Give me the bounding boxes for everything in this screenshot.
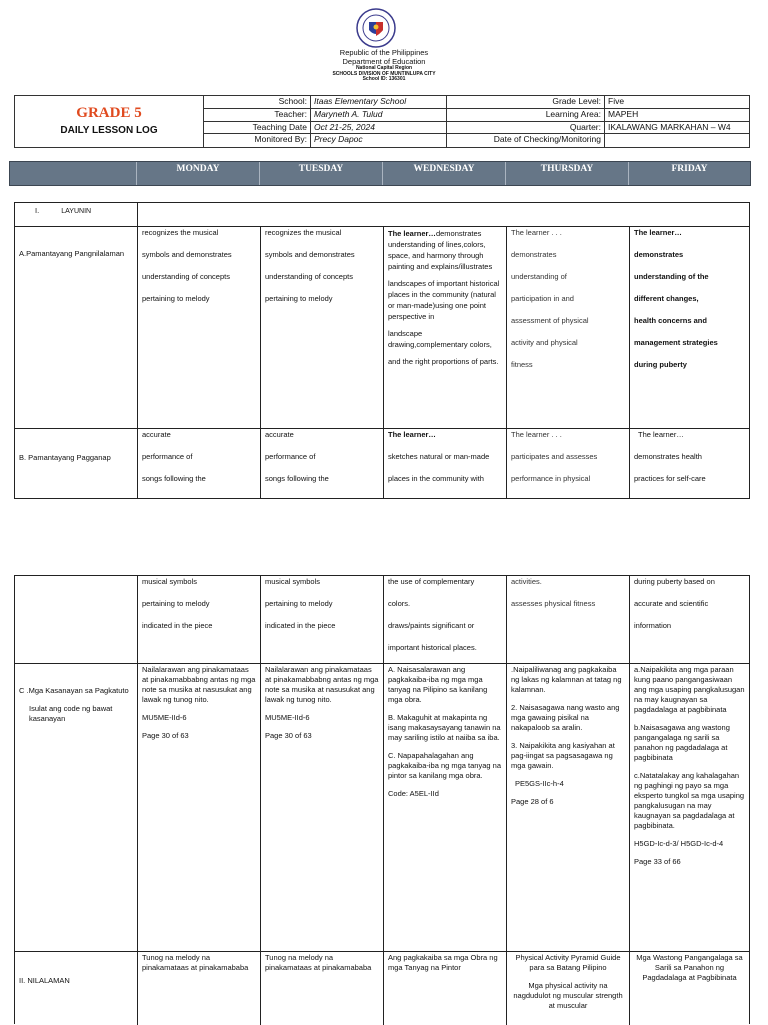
region-text: National Capital Region [355,65,413,71]
text-line: information [634,621,672,630]
text-line: pertaining to melody [142,599,210,608]
text-line: songs following the [265,474,329,483]
text-line: pertaining to melody [265,294,333,303]
text-line: The learner… [638,430,684,439]
text-line: demonstrates understanding of lines,colors, space, and harmony through painting and explains/illustrates [388,229,493,271]
text-line: activity and physical [511,338,578,347]
text-line: .Naipaliliwanag ang pagkakaiba ng lakas ng kalamnan at tatag ng kalamnan. [511,665,622,694]
info-row-date [203,122,749,135]
kasanayan-monday [137,664,260,951]
text-line: The learner . . . [511,430,562,439]
checking-value [605,134,749,147]
kasanayan-wednesday [383,664,506,951]
code-text: MU5ME-IId-6 [142,713,187,722]
teacher-label: Teacher: [203,109,311,121]
teacher-value: Maryneth A. Tulud [311,109,447,121]
pangnilalaman-wednesday [383,227,506,428]
day-header-blank [10,162,136,185]
text-line: practices for self-care [634,474,706,483]
continuation-tuesday [260,576,383,663]
text-line: recognizes the musical [265,228,342,237]
text-line: symbols and demonstrates [265,250,355,259]
code-text: MU5ME-IId-6 [265,713,310,722]
day-header-row [9,161,751,186]
monitored-by-value: Precy Dapoc [311,134,447,147]
continuation-monday [137,576,260,663]
text-line: accurate and scientific [634,599,709,608]
teaching-date-label: Teaching Date [203,122,311,134]
nilalaman-thursday [506,952,629,1025]
text-line: management strategies [634,338,718,347]
grade-title: GRADE 5 [76,105,142,121]
learning-area-label: Learning Area: [447,109,605,121]
text-line: 2. Naisasagawa nang wasto ang mga gawaing pisikal na nakapaloob sa aralin. [511,703,620,732]
section-number: I. [35,206,40,215]
kasanayan-row [15,664,749,952]
section-title: LAYUNIN [61,208,92,215]
text-line: demonstrates [511,250,557,259]
continuation-wednesday [383,576,506,663]
text-line: 3. Naipakikita ang kasiyahan at pag-iingat sa pagsasagawa ng mga gawain. [511,741,615,770]
text-line: accurate [265,430,294,439]
text-line: during puberty based on [634,577,715,586]
pangnilalaman-friday [629,227,749,428]
text-line: and the right proportions of parts. [388,357,499,366]
kasanayan-sublabel: Isulat ang code ng bawat kasanayan [29,704,113,723]
kasanayan-label: C .Mga Kasanayan sa Pagkatuto [19,686,129,695]
code-text: H5GD-Ic-d-3/ H5GD-Ic-d-4 [634,839,724,848]
text-line: assessment of physical [511,316,589,325]
text-line: understanding of the [634,272,709,281]
continuation-row [15,576,749,664]
code-text: PE5GS-IIc-h-4 [515,779,564,788]
nilalaman-monday: Tunog na melody na pinakamataas at pinakamababa [137,952,260,1025]
info-table [14,95,750,148]
pangnilalaman-monday [137,227,260,428]
continuation-friday [629,576,749,663]
grade-level-label: Grade Level: [447,96,605,108]
page-ref: Page 30 of 63 [265,731,312,740]
continuation-thursday [506,576,629,663]
division-text: SCHOOLS DIVISION OF MUNTINLUPA CITY [332,70,436,77]
text-line: landscapes of important historical places in the community (natural or man-made)using one point perspective in [388,279,500,321]
text-line: during puberty [634,360,687,369]
pangnilalaman-row [15,227,749,429]
text-line: performance in physical [511,474,591,483]
nilalaman-friday: Mga Wastong Pangangalaga sa Sarili sa Panahon ng Pagdadalaga at Pagbibinata [629,952,749,1025]
agency-header [0,48,768,83]
grade-level-value: Five [608,96,625,106]
pagganap-thursday [506,429,629,498]
text-line: C. Napapahalagahan ang pagkakaiba-iba ng mga tanyag na pintor sa kanilang mga obra. [388,751,501,780]
text-line: c.Natatalakay ang kahalagahan ng paghingi ng payo sa mga eksperto tungkol sa mga usaping pangkalusugan na may kaugnayan sa pagdadalaga at pagbibinata. [634,771,745,830]
log-title: DAILY LESSON LOG [60,125,158,136]
text-line: demonstrates [634,250,684,259]
nilalaman-tuesday: Tunog na melody na pinakamataas at pinakamababa [260,952,383,1025]
quarter-value: IKALAWANG MARKAHAN – W4 [608,121,731,132]
objectives-table [14,202,750,499]
text-line: accurate [142,430,171,439]
kasanayan-tuesday [260,664,383,951]
text-line: understanding of [511,272,567,281]
republic-text: Republic of the Philippines [339,48,429,57]
pangnilalaman-label: A.Pamantayang Pangnilalaman [19,249,125,258]
text-line: participation in and [511,294,574,303]
school-label: School: [203,96,311,108]
text-line: Nailalarawan ang pinakamataas at pinakamabbabng antas ng mga note sa musika at nasusukat ang lawak ng tunog nito. [142,665,256,704]
learning-area-value: MAPEH [608,108,639,119]
grade-block [15,96,204,147]
text-line: understanding of concepts [142,272,230,281]
teaching-date-value: Oct 21-25, 2024 [311,122,447,134]
kasanayan-friday [629,664,749,951]
text-line: musical symbols [265,577,321,586]
pagganap-row [15,429,749,498]
text-line: sketches natural or man-made [388,452,490,461]
pagganap-wednesday [383,429,506,498]
text-line: pertaining to melody [265,599,333,608]
pagganap-friday [629,429,749,498]
school-value: Itaas Elementary School [311,96,447,108]
quarter-label: Quarter: [447,122,605,134]
text-line: understanding of concepts [265,272,353,281]
nilalaman-label: II. NILALAMAN [19,976,70,985]
text-line: health concerns and [634,316,707,325]
text-line: B. Makaguhit at makapinta ng isang makasaysayang tanawin na may sariling istilo at naiiba sa iba. [388,713,501,742]
day-wednesday: WEDNESDAY [382,162,505,185]
monitored-by-label: Monitored By: [203,134,311,147]
page-ref: Page 33 of 66 [634,857,681,866]
day-thursday: THURSDAY [505,162,628,185]
text-line: fitness [511,360,533,369]
day-friday: FRIDAY [628,162,750,185]
day-tuesday: TUESDAY [259,162,382,185]
text-line: assesses physical fitness [511,599,596,608]
text-line: performance of [265,452,316,461]
department-text: Department of Education [342,57,426,66]
layunin-blank [137,203,749,226]
text-line: b.Naisasagawa ang wastong pangangalaga ng sarili sa panahon ng pagdadalaga at pagbibinata [634,723,730,762]
text-line: important historical places. [388,643,477,652]
text-line: Nailalarawan ang pinakamataas at pinakamabbabng antas ng mga note sa musika at nasusukat ang lawak ng tunog nito. [265,665,379,704]
text-line: places in the community with [388,474,484,483]
text-line: symbols and demonstrates [142,250,232,259]
continuation-label [15,576,137,663]
text-line: songs following the [142,474,206,483]
pangnilalaman-thursday [506,227,629,428]
text-line: pertaining to melody [142,294,210,303]
page-ref: Page 30 of 63 [142,731,189,740]
pangnilalaman-tuesday [260,227,383,428]
deped-seal-icon [356,8,396,48]
text-line: indicated in the piece [265,621,336,630]
checking-label: Date of Checking/Monitoring [447,134,605,147]
text-line: Physical Activity Pyramid Guide para sa Batang Pilipino [515,953,621,972]
text-line: activities. [511,577,542,586]
page-ref: Page 28 of 6 [511,797,554,806]
text-line: performance of [142,452,193,461]
text-line: the use of complementary [388,577,475,586]
text-line: The learner… [388,430,436,439]
text-line: demonstrates health [634,452,702,461]
layunin-row [15,203,749,227]
text-line: musical symbols [142,577,198,586]
text-line: draws/paints significant or [388,621,475,630]
text-line: a.Naipakikita ang mga paraan kung paano pangangasiwaan ang mga usaping pangkalusugan na may kaugnayan sa pagdadalaga at pagbibinata [634,665,745,714]
kasanayan-label-cell [15,664,137,951]
text-line: indicated in the piece [142,621,213,630]
nilalaman-row [15,952,749,1025]
info-row-school [203,96,749,109]
text-line: The learner . . . [511,228,562,237]
pagganap-tuesday [260,429,383,498]
pagganap-label: B. Pamantayang Pagganap [19,453,111,462]
info-row-teacher [203,109,749,122]
nilalaman-wednesday: Ang pagkakaiba sa mga Obra ng mga Tanyag na Pintor [383,952,506,1025]
page2-table [14,575,750,1024]
learner-lead: The learner… [388,229,436,238]
pagganap-monday [137,429,260,498]
kasanayan-thursday [506,664,629,951]
text-line: recognizes the musical [142,228,219,237]
text-line: landscape drawing,complementary colors, [388,329,492,349]
info-row-monitor [203,134,749,147]
text-line: colors. [388,599,411,608]
text-line: different changes, [634,294,699,303]
text-line: A. Naisasalarawan ang pagkakaiba-iba ng mga mga tanyag na Pilipino sa kanilang mga obra. [388,665,488,704]
text-line: participates and assesses [511,452,598,461]
code-text: Code: A5EL-IId [388,789,439,798]
school-id-text: School ID: 136301 [362,76,406,82]
text-line: The learner… [634,228,682,237]
day-monday: MONDAY [136,162,259,185]
layunin-heading [15,203,137,226]
text-line: Mga physical activity na nagdudulot ng muscular strength at muscular [513,981,623,1010]
